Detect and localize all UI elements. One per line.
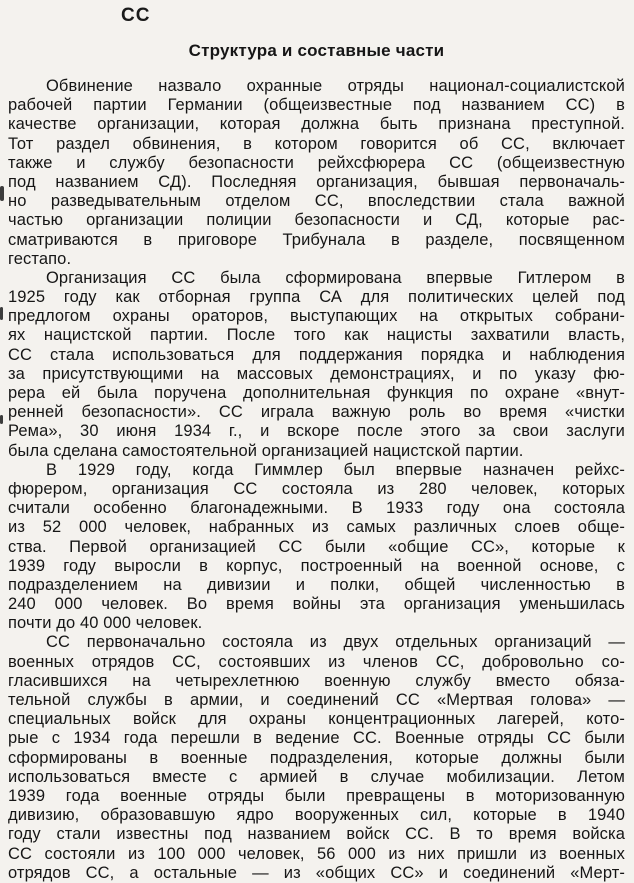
text-line: качестве организации, которая должна быть признана преступной. <box>8 115 625 134</box>
text-line: СС состояли из 100 000 человек, 56 000 из них пришли из военных <box>8 844 625 863</box>
text-line: ренней безопасности». СС играла важную роль во время «чистки <box>8 403 625 422</box>
text-line: за присутствующими на массовых демонстрациях, и по указу фю- <box>8 364 625 383</box>
text-line: подразделением на дивизии и полки, общей численностью в <box>8 575 625 594</box>
text-line: рабочей партии Германии (общеизвестные под названием СС) в <box>8 96 625 115</box>
text-line: почти до 40 000 человек. <box>8 614 203 633</box>
text-line: из 52 000 человек, набранных из самых различных слоев обще- <box>8 518 625 537</box>
text-line: под названием СД). Последняя организация, бывшая первоначаль- <box>8 172 625 191</box>
text-line: СС первоначально состояла из двух отдельных организаций — <box>46 633 625 652</box>
paragraph <box>8 77 625 269</box>
paragraph <box>8 633 625 882</box>
text-line: дивизию, образовавшую ядро вооруженных сил, которые в 1940 <box>8 806 625 825</box>
scan-artifact <box>0 186 4 201</box>
text-line: но разведывательным отделом СС, впоследствии стала важной <box>8 192 625 211</box>
text-line: сформированы в военные подразделения, которые должны были <box>8 748 625 767</box>
text-line: отрядов СС, а остальные — из «общих СС» и соединений «Мерт- <box>8 863 625 882</box>
text-line: специальных войск для охраны концентрационных лагерей, кото- <box>8 710 625 729</box>
paragraph <box>8 269 625 461</box>
text-line: году стали известны под названием войск СС. В то время войска <box>8 825 625 844</box>
text-line: 1939 году выросли в корпус, построенный на военной основе, с <box>8 556 625 575</box>
text-line: Обвинение назвало охранные отряды национал-социалистской <box>46 77 625 95</box>
section-title: Структура и составные части <box>188 41 445 60</box>
text-line: частью организации полиции безопасности и СД, которые рас- <box>8 211 625 230</box>
text-line: тельной службы в армии, и соединений СС «Мертвая голова» — <box>8 691 625 709</box>
text-line: гестапо. <box>8 249 72 268</box>
text-line: военных отрядов СС, состоявших из членов СС, добровольно со- <box>8 652 625 671</box>
text-line: Организация СС была сформирована впервые Гитлером в <box>46 268 625 287</box>
text-line: рые с 1934 года перешли в ведение СС. Военные отряды СС были <box>8 729 625 748</box>
text-line: ства. Первой организацией СС были «общие СС», которые к <box>8 537 625 556</box>
text-line: рера ей была поручена дополнительная функция по охране «внут- <box>8 384 625 402</box>
scan-artifact <box>0 307 3 320</box>
body-text <box>8 77 625 883</box>
text-line: В 1929 году, когда Гиммлер был впервые назначен рейхс- <box>46 460 625 479</box>
text-line: также и службу безопасности рейхсфюрера СС (общеизвестную <box>8 153 625 172</box>
paragraph <box>8 461 625 634</box>
page-header: СС <box>121 5 151 26</box>
text-line: была сделана самостоятельной организацией нацистской партии. <box>8 441 524 460</box>
text-line: использоваться вместе с армией в случае мобилизации. Летом <box>8 767 625 786</box>
text-line: 240 000 человек. Во время войны эта организация уменьшилась <box>8 595 625 614</box>
text-line: сматриваются в приговоре Трибунала в разделе, посвященном <box>8 230 625 249</box>
text-line: Рема», 30 июня 1934 г., и вскоре после этого за свои заслуги <box>8 422 625 441</box>
text-line: Тот раздел обвинения, в котором говорится об СС, включает <box>8 134 625 153</box>
text-line: фюрером, организация СС состояла из 280 человек, которых <box>8 479 625 498</box>
text-line: считали особенно благонадежными. В 1933 году она состояла <box>8 499 625 518</box>
text-line: 1939 года военные отряды были превращены в моторизованную <box>8 786 625 805</box>
text-line: 1925 году как отборная группа СА для политических целей под <box>8 288 625 307</box>
text-line: гласившихся на четырехлетнюю военную службу вместо обяза- <box>8 671 625 690</box>
scan-artifact <box>0 415 3 424</box>
text-line: ях нацистской партии. После того как нацисты захватили власть, <box>8 326 625 345</box>
text-line: СС стала использоваться для поддержания порядка и наблюдения <box>8 345 625 364</box>
text-line: предлогом охраны ораторов, выступающих на открытых собрани- <box>8 307 625 326</box>
